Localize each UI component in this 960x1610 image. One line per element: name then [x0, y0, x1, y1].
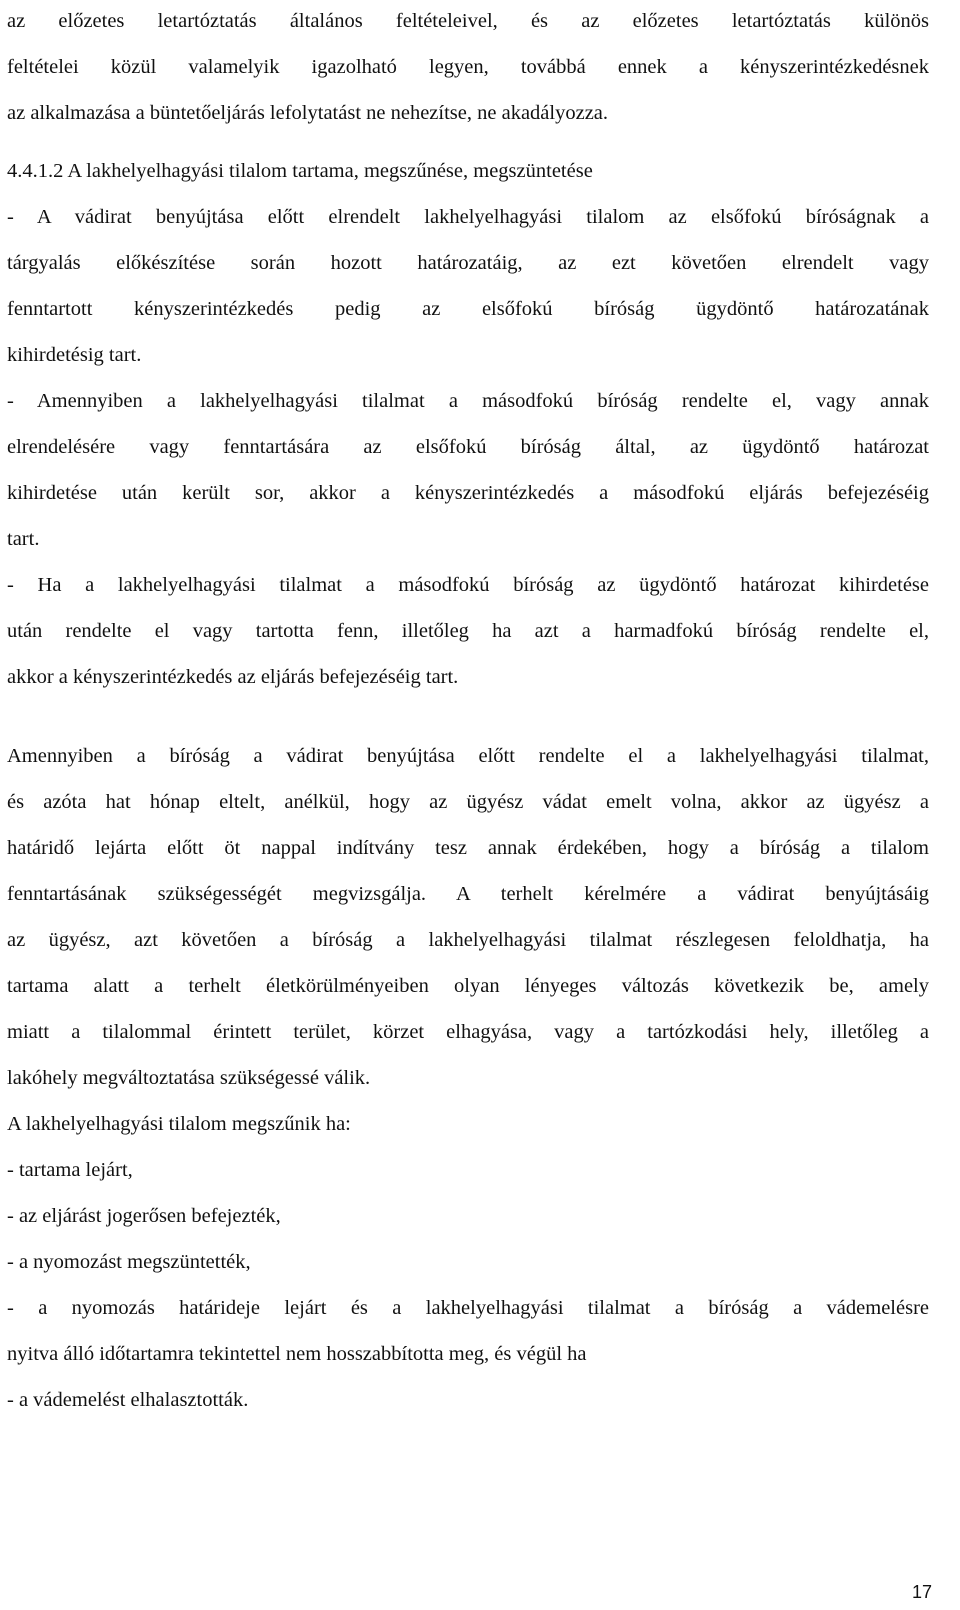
- list-intro: A lakhelyelhagyási tilalom megszűnik ha:: [7, 1113, 351, 1135]
- text-line: tart.: [7, 528, 40, 550]
- text-line: kihirdetésig tart.: [7, 344, 142, 366]
- text-line: - A vádirat benyújtása előtt elrendelt lakhelyelhagyási tilalom az elsőfokú bíróságnak a: [7, 206, 929, 228]
- text-line: - Ha a lakhelyelhagyási tilalmat a másodfokú bíróság az ügydöntő határozat kihirdetése: [7, 574, 929, 596]
- list-item: - a nyomozás határideje lejárt és a lakhelyelhagyási tilalmat a bíróság a vádemelésre: [7, 1297, 929, 1319]
- list-item: - a nyomozást megszüntették,: [7, 1251, 251, 1273]
- text-line: akkor a kényszerintézkedés az eljárás befejezéséig tart.: [7, 666, 459, 688]
- section-heading: 4.4.1.2 A lakhelyelhagyási tilalom tartama, megszűnése, megszüntetése: [7, 160, 593, 182]
- text-line: és azóta hat hónap eltelt, anélkül, hogy az ügyész vádat emelt volna, akkor az ügyész a: [7, 791, 929, 813]
- text-line: kihirdetése után került sor, akkor a kényszerintézkedés a másodfokú eljárás befejezéséig: [7, 482, 929, 504]
- list-item: - az eljárást jogerősen befejezték,: [7, 1205, 281, 1227]
- text-line: az alkalmazása a büntetőeljárás lefolytatást ne nehezítse, ne akadályozza.: [7, 102, 609, 124]
- text-line: lakóhely megváltoztatása szükségessé válik.: [7, 1067, 371, 1089]
- text-line: fenntartásának szükségességét megvizsgálja. A terhelt kérelmére a vádirat benyújtásáig: [7, 883, 929, 905]
- document-body: [7, 0, 929, 1423]
- text-line: az előzetes letartóztatás általános feltételeivel, és az előzetes letartóztatás különös: [7, 10, 929, 32]
- text-line: tartama alatt a terhelt életkörülményeiben olyan lényeges változás következik be, amely: [7, 975, 929, 997]
- text-line: az ügyész, azt követően a bíróság a lakhelyelhagyási tilalmat részlegesen feloldhatja, ha: [7, 929, 929, 951]
- page-number: 17: [911, 1582, 932, 1602]
- text-line: tárgyalás előkészítése során hozott határozatáig, az ezt követően elrendelt vagy: [7, 252, 929, 274]
- text-line: Amennyiben a bíróság a vádirat benyújtása előtt rendelte el a lakhelyelhagyási tilalmat,: [7, 745, 929, 767]
- text-line: elrendelésére vagy fenntartására az elsőfokú bíróság által, az ügydöntő határozat: [7, 436, 929, 458]
- text-line: fenntartott kényszerintézkedés pedig az elsőfokú bíróság ügydöntő határozatának: [7, 298, 929, 320]
- text-line: miatt a tilalommal érintett terület, körzet elhagyása, vagy a tartózkodási hely, illetőleg a: [7, 1021, 929, 1043]
- text-line: határidő lejárta előtt öt nappal indítvány tesz annak érdekében, hogy a bíróság a tilalom: [7, 837, 929, 859]
- text-line: után rendelte el vagy tartotta fenn, illetőleg ha azt a harmadfokú bíróság rendelte el,: [7, 620, 929, 642]
- list-item: - tartama lejárt,: [7, 1159, 133, 1181]
- text-line: feltételei közül valamelyik igazolható legyen, továbbá ennek a kényszerintézkedésnek: [7, 56, 929, 78]
- list-item-continuation: nyitva álló időtartamra tekintettel nem hosszabbította meg, és végül ha: [7, 1343, 587, 1365]
- list-item: - a vádemelést elhalasztották.: [7, 1389, 249, 1411]
- text-line: - Amennyiben a lakhelyelhagyási tilalmat a másodfokú bíróság rendelte el, vagy annak: [7, 390, 929, 412]
